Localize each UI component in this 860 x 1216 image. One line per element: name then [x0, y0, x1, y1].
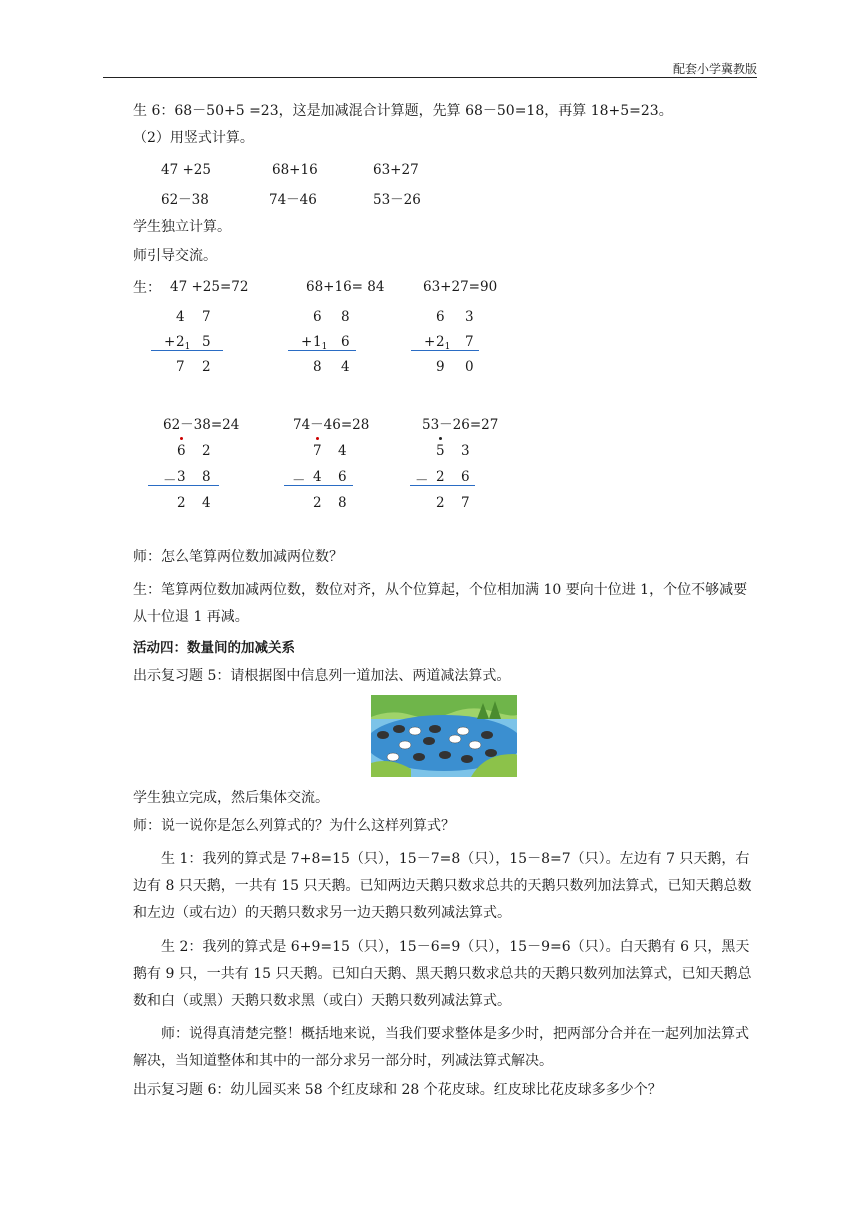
problem-5: 74－46: [269, 192, 317, 208]
add3-operator: +: [424, 334, 436, 350]
add3-mid-tens: $2_1$: [436, 334, 451, 352]
add1-top-tens: 4: [176, 309, 185, 325]
sub-equation-1: 62－38=24: [163, 417, 240, 433]
add3-underline: [411, 350, 479, 351]
add-equation-3: 63+27=90: [423, 279, 498, 295]
problem-6: 53－26: [373, 192, 421, 208]
add1-mid-tens: $2_1$: [176, 334, 191, 352]
activity-four-heading: 活动四：数量间的加减关系: [133, 640, 295, 656]
problem-1: 47 +25: [161, 162, 211, 178]
sub2-operator: －: [292, 473, 306, 489]
add2-underline: [288, 350, 356, 351]
sub2-res-tens: 2: [313, 495, 322, 511]
paragraph-review-5: 出示复习题 5：请根据图中信息列一道加法、两道减法算式。: [133, 668, 511, 684]
add1-res-ones: 2: [202, 359, 211, 375]
sub2-mid-tens: 4: [313, 469, 322, 485]
add1-carry: 1: [184, 342, 191, 352]
paragraph-student-1: 生 1：我列的算式是 7+8=15（只），15－7=8（只），15－8=7（只）。左边有 7 只天鹅，右边有 8 只天鹅，一共有 15 只天鹅。已知两边天鹅只数求总共的天鹅只数列加法算式，已知天鹅总数和左边（或右边）的天鹅只数求另一边天鹅只数列减法算式。: [133, 851, 752, 921]
problem-3: 63+27: [373, 162, 419, 178]
add2-top-ones: 8: [341, 309, 350, 325]
add2-operator: +: [301, 334, 313, 350]
sub1-operator: －: [163, 473, 177, 489]
add-equation-1: 47 +25=72: [170, 279, 249, 295]
sub3-operator: －: [415, 473, 429, 489]
paragraph-teacher-question: 师：怎么笔算两位数加减两位数？: [133, 549, 343, 565]
sub1-mid-ones: 8: [202, 469, 211, 485]
add1-top-ones: 7: [202, 309, 211, 325]
add3-carry: 1: [444, 342, 451, 352]
sub1-res-tens: 2: [177, 495, 186, 511]
sub3-borrow-dot: [439, 437, 442, 440]
add3-res-ones: 0: [465, 359, 474, 375]
sub3-mid-tens: 2: [436, 469, 445, 485]
sub3-res-tens: 2: [436, 495, 445, 511]
sub3-res-ones: 7: [461, 495, 470, 511]
problem-4: 62－38: [161, 192, 209, 208]
sub-equation-3: 53－26=27: [422, 417, 499, 433]
sub1-borrow-dot: [180, 437, 183, 440]
sub2-underline: [284, 485, 353, 486]
paragraph-collective: 学生独立完成，然后集体交流。: [133, 790, 329, 806]
paragraph-student-answer: 生：笔算两位数加减两位数，数位对齐，从个位算起，个位相加满 10 要向十位进 1，个位不够减要从十位退 1 再减。: [133, 582, 748, 625]
sub1-mid-tens: 3: [177, 469, 186, 485]
sub1-top-ones: 2: [202, 443, 211, 459]
sub2-top-tens: 7: [313, 443, 322, 459]
paragraph-teacher-guide: 师引导交流。: [133, 248, 217, 264]
add2-top-tens: 6: [313, 309, 322, 325]
add2-res-tens: 8: [313, 359, 322, 375]
paragraph-teacher-summary: 师：说得真清楚完整！概括地来说，当我们要求整体是多少时，把两部分合并在一起列加法算式解决，当知道整体和其中的一部分求另一部分时，列减法算式解决。: [133, 1026, 749, 1069]
paragraph-student-6: 生 6：68－50+5 =23，这是加减混合计算题，先算 68－50=18，再算 18+5=23。: [133, 103, 673, 119]
add3-res-tens: 9: [436, 359, 445, 375]
sub2-borrow-dot: [316, 437, 319, 440]
header-rule: [103, 77, 757, 78]
add2-res-ones: 4: [341, 359, 350, 375]
add1-underline: [151, 350, 223, 351]
paragraph-student-2: 生 2：我列的算式是 6+9=15（只），15－6=9（只），15－9=6（只）。白天鹅有 6 只，黑天鹅有 9 只，一共有 15 只天鹅。已知白天鹅、黑天鹅只数求总共的天鹅只数列加法算式，已知天鹅总数和白（或黑）天鹅只数求黑（或白）天鹅只数列减法算式。: [133, 939, 752, 1009]
sub1-res-ones: 4: [202, 495, 211, 511]
paragraph-vertical-calc: （2）用竖式计算。: [133, 130, 254, 146]
sub3-mid-ones: 6: [461, 469, 470, 485]
sub1-underline: [148, 485, 219, 486]
add1-operator: +: [164, 334, 176, 350]
sub2-mid-ones: 6: [338, 469, 347, 485]
sub3-underline: [410, 485, 475, 486]
add2-carry: 1: [321, 342, 328, 352]
paragraph-teacher-ask: 师：说一说你是怎么列算式的？为什么这样列算式？: [133, 818, 455, 834]
add3-mid-ones: 7: [465, 334, 474, 350]
paragraph-independent: 学生独立计算。: [133, 219, 231, 235]
add1-mid-ones: 5: [202, 334, 211, 350]
sub3-top-ones: 3: [461, 443, 470, 459]
page-header-text: 配套小学冀教版: [672, 62, 757, 76]
add3-top-tens: 6: [436, 309, 445, 325]
sub2-top-ones: 4: [338, 443, 347, 459]
problem-2: 68+16: [272, 162, 318, 178]
sub3-top-tens: 5: [436, 443, 445, 459]
add2-mid-ones: 6: [341, 334, 350, 350]
add3-top-ones: 3: [465, 309, 474, 325]
swans-on-lake-illustration: [371, 695, 517, 777]
add-equation-2: 68+16= 84: [306, 279, 385, 295]
sub1-top-tens: 6: [177, 443, 186, 459]
sub-equation-2: 74－46=28: [293, 417, 370, 433]
sub2-res-ones: 8: [338, 495, 347, 511]
paragraph-review-6: 出示复习题 6：幼儿园买来 58 个红皮球和 28 个花皮球。红皮球比花皮球多多少个？: [133, 1082, 662, 1098]
add1-res-tens: 7: [176, 359, 185, 375]
add2-mid-tens: $1_1$: [313, 334, 328, 352]
student-label: 生：: [133, 280, 161, 296]
